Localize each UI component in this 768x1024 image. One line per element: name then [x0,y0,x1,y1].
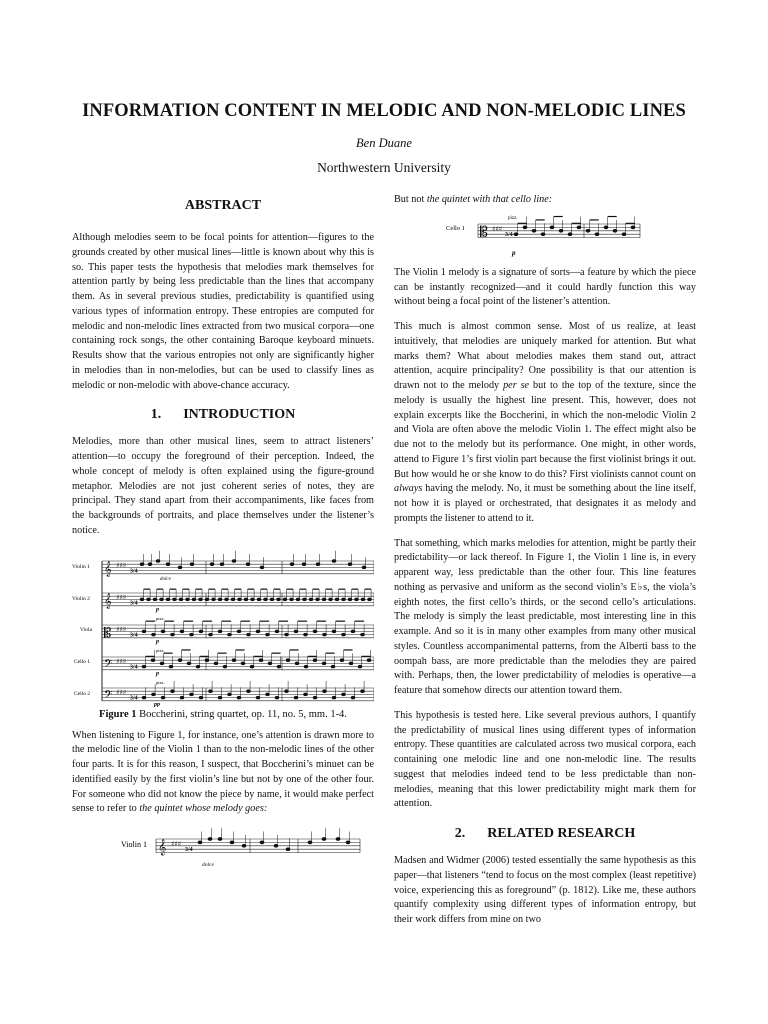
note-head [348,562,352,565]
note-head [268,662,272,665]
right-column [394,193,696,928]
svg-text:♯♯♯: ♯♯♯ [116,624,127,633]
note-head [208,838,212,841]
affiliation: Northwestern University [317,160,451,175]
common-sense-paragraph [394,320,696,527]
note-head [205,598,209,601]
note-head [173,598,177,601]
svg-text:3/4: 3/4 [130,600,138,607]
note-head [285,633,289,636]
note-head [361,689,365,692]
note-head [180,630,184,633]
note-head [304,693,308,696]
svg-text:♯♯♯: ♯♯♯ [116,687,127,696]
note-head [192,598,196,601]
svg-text:3/4: 3/4 [130,664,138,671]
note-head [290,598,294,601]
note-head [160,662,164,665]
note-head [367,658,371,661]
note-head [257,598,261,601]
left-column [72,198,374,869]
note-head [190,562,194,565]
violin-1-excerpt [72,823,374,869]
note-head [256,696,260,699]
cello-excerpt-dynamic: p [512,248,516,257]
figure-1-caption [72,709,374,720]
note-head [247,689,251,692]
note-head [230,841,234,844]
note-head [266,633,270,636]
cello-intro-prefix: But not [394,194,425,205]
note-head [351,630,355,633]
note-head [342,633,346,636]
note-head [220,562,224,565]
svg-text:♯♯♯: ♯♯♯ [116,592,127,601]
dynamic-violin1: dolce [160,576,171,582]
figure-1-score [72,545,374,707]
violin-excerpt-label: Violin 1 [121,840,147,849]
note-head [304,665,308,668]
note-head [302,562,306,565]
abstract-heading: ABSTRACT [184,198,262,213]
note-head [237,696,241,699]
note-head [285,689,289,692]
note-head [161,630,165,633]
note-head [361,633,365,636]
note-head [286,658,290,661]
note-head [346,841,350,844]
note-head [152,693,156,696]
note-head [332,696,336,699]
note-head [559,229,563,232]
note-head [152,633,156,636]
violin-excerpt-dynamic: dolce [202,862,214,868]
note-head [264,598,268,601]
note-head [362,566,366,569]
note-head [218,598,222,601]
note-head [304,633,308,636]
note-head [348,598,352,601]
note-head [153,598,157,601]
note-head [331,665,335,668]
note-head [313,696,317,699]
note-head [577,226,581,229]
note-head [260,841,264,844]
cello-1-excerpt [394,212,696,258]
note-head [151,658,155,661]
svg-text:3/4: 3/4 [130,568,138,575]
cello-excerpt-label: Cello 1 [446,224,465,232]
note-head [342,598,346,601]
note-head [613,229,617,232]
note-head [166,562,170,565]
svg-text:𝄞: 𝄞 [104,561,112,577]
note-head [187,662,191,665]
note-head [595,233,599,236]
note-head [340,658,344,661]
svg-text:3/4: 3/4 [130,695,138,702]
note-head [329,598,333,601]
note-head [180,696,184,699]
note-head [332,630,336,633]
abstract-text: Although melodies seem to be focal points for attention—figures to the grounds created by other musical lines—little is known about why this is so. This paper tests the hypothesis that melodies mark themselves for attention partly by being less predictable than the lines that accompany them. As in several previous studies, predictability is quantified using various types of information entropy. These entropies are computed for melodic and non-melodic lines extracted from two musical corpora—one containing rock songs, the other containing Baroque keyboard minuets. Results show that the various entropies not only are significantly higher in melodies than in non-melodies, but can be used to classify lines as melodic or non-melodic with above-chance accuracy. [72,232,374,391]
note-head [296,598,300,601]
note-head [160,598,164,601]
note-head [225,598,229,601]
note-head [205,658,209,661]
listening-text: When listening to Figure 1, for instance, one’s attention is drawn more to the melodic line of the Violin 1 than to the non-melodic lines of the other four parts. It is for this reason, I suspect, that Boccherini’s minuet can be identified easily by the first violin’s line but not by one of the other four. For someone who did not know the piece by name, it would make perfect sense to refer to [72,729,374,815]
note-head [238,598,242,601]
note-head [323,689,327,692]
intro-section-title: INTRODUCTION [183,407,296,423]
note-head [199,598,203,601]
note-head [286,848,290,851]
svg-text:𝄡: 𝄡 [480,224,488,241]
dynamic-cello1: p [156,670,159,677]
svg-text:𝄞: 𝄞 [158,839,167,856]
svg-text:𝄢: 𝄢 [104,688,113,704]
related-section-number: 2. [454,826,466,841]
note-head [232,559,236,562]
note-head [309,598,313,601]
svg-text:𝄞: 𝄞 [104,593,112,609]
cello-intro [394,193,696,208]
figure-1-caption-text: Boccherini, string quartet, op. 11, no. 5, mm. 1-4. [139,708,347,720]
note-head [169,665,173,668]
note-head [244,598,248,601]
note-head [631,226,635,229]
note-head [214,662,218,665]
note-head [218,838,222,841]
note-head [250,665,254,668]
svg-text:♯♯♯: ♯♯♯ [116,656,127,665]
common-sense-b-italic: always [394,483,423,495]
note-head [283,598,287,601]
note-head [290,562,294,565]
note-head [156,559,160,562]
note-head [336,838,340,841]
note-head [209,633,213,636]
note-head [332,559,336,562]
note-head [277,598,281,601]
note-head [277,665,281,668]
note-head [210,562,214,565]
staff-label-viola: Viola [80,626,92,633]
note-head [161,696,165,699]
note-head [178,566,182,569]
note-head [148,562,152,565]
common-sense-a: This much is almost common sense. Most of us realize, at least intuitively, that melodies are uniquely marked for attention. But what marks them? What about melodies makes them stand out, attract attention, acquire principality? One possibility is that our attention is drawn not to the melody [394,321,696,391]
note-head [231,598,235,601]
staff-label-violin2: Violin 2 [72,595,90,602]
note-head [303,598,307,601]
note-head [232,658,236,661]
note-head [247,633,251,636]
note-head [274,844,278,847]
note-head [361,598,365,601]
svg-text:𝄢: 𝄢 [104,657,113,673]
staff-label-cello1: Cello 1 [74,658,91,665]
note-head [355,598,359,601]
note-head [368,598,372,601]
note-head [266,693,270,696]
note-head [342,693,346,696]
note-head [316,598,320,601]
note-head [198,841,202,844]
note-head [322,838,326,841]
note-head [147,598,151,601]
note-head [218,696,222,699]
listening-paragraph [72,729,374,818]
paper-title: INFORMATION CONTENT IN MELODIC AND NON-MELODIC LINES [82,101,686,121]
cello-intro-italic: the quintet with that cello line: [426,194,553,205]
note-head [237,630,241,633]
note-head [568,233,572,236]
svg-text:♯♯♯: ♯♯♯ [171,839,182,848]
related-section-title: RELATED RESEARCH [487,826,636,841]
cello-excerpt-pizz: pizz. [508,215,518,221]
dynamic-cello2: pp [154,701,160,707]
note-head [166,598,170,601]
intro-paragraph: Melodies, more than other musical lines, seem to attract listeners’ attention—to occupy the foreground of their perception. Indeed, the whole concept of melody is often explained using the figure-ground metaphor. Melodies are not just coherent series of notes, they are principal. They stand apart from their accompaniments, like faces from the backgrounds of portraits, and place themselves under the listener’s notice. [72,436,374,536]
note-head [294,696,298,699]
note-head [313,658,317,661]
svg-text:3/4: 3/4 [185,847,193,854]
note-head [514,233,518,236]
note-head [294,630,298,633]
note-head [196,665,200,668]
note-head [622,233,626,236]
common-sense-b: but to the top of the texture, since the melody is usually the highest line present. This, however, does not explain excerpts like the Boccherini, in which the non-melodic Violin 2 and Viola are often above the melodic Violin 1. The effect might also be due not to the melody but its performance. One might, in other words, attend to Figure 1’s first violin part because the first violinist brings it out. But how would he or she know to do this? First violinists cannot count on [394,380,697,480]
note-head [179,598,183,601]
note-head [541,233,545,236]
note-head [275,630,279,633]
common-sense-a-italic: per se [503,380,530,391]
note-head [228,633,232,636]
pizz-cello2: pizz. [156,679,165,685]
note-head [242,844,246,847]
note-head [523,226,527,229]
note-head [241,662,245,665]
common-sense-c: having the melody. No, it must be something about the line itself, not how it is played or orchestrated, that designates it as melody and prompts the listener to attend to it. [394,483,697,524]
note-head [349,662,353,665]
note-head [270,598,274,601]
signature-paragraph: The Violin 1 melody is a signature of sorts—a feature by which the piece can be instantly recognized—and it could hardly function this way without being a focal point of the listener’s attention. [394,266,696,308]
svg-text:♯♯♯: ♯♯♯ [492,224,503,233]
staff-label-cello2: Cello 2 [74,690,91,697]
note-head [604,226,608,229]
note-head [295,662,299,665]
note-head [256,630,260,633]
note-head [586,229,590,232]
intro-heading [72,407,374,423]
note-head [308,841,312,844]
note-head [209,689,213,692]
author-name: Ben Duane [356,136,412,150]
note-head [335,598,339,601]
note-head [550,226,554,229]
related-heading [394,826,696,842]
note-head [316,562,320,565]
note-head [223,665,227,668]
note-head [199,696,203,699]
note-head [313,630,317,633]
note-head [322,598,326,601]
figure-1-label: Figure 1 [99,708,137,720]
note-head [171,633,175,636]
note-head [246,562,250,565]
svg-text:3/4: 3/4 [505,231,513,238]
listening-text-italic: the quintet whose melody goes: [139,803,268,815]
note-head [259,658,263,661]
related-paragraph: Madsen and Widmer (2006) tested essentially the same hypothesis as this paper—that listeners “tend to focus on the most complex (least repetitive) voice, experiencing this as foreground” (p. 1812). Like me, these authors quantify complexity using different types of information entropy, but their work differs from mine on two [394,855,696,925]
svg-text:♯♯♯: ♯♯♯ [116,560,127,569]
note-head [186,598,190,601]
note-head [218,630,222,633]
note-head [142,696,146,699]
intro-section-number: 1. [150,407,162,423]
note-head [251,598,255,601]
note-head [228,693,232,696]
note-head [140,562,144,565]
note-head [323,633,327,636]
note-head [275,696,279,699]
pizz-viola: pizz. [156,615,165,621]
note-head [199,630,203,633]
svg-text:𝄡: 𝄡 [104,625,112,641]
hypothesis-paragraph: This hypothesis is tested here. Like several previous authors, I quantify the predictability of musical lines using different types of information entropy. These quantities are calculated across two musical corpora, each containing one melodic line and one non-melodic line. The results suggest that melodies indeed tend to be less predictable than non-melodies, meaning that this lower predictability might mark them for attention. [394,709,696,810]
note-head [140,598,144,601]
pizz-cello1: pizz. [156,647,165,653]
predictability-paragraph: That something, which marks melodies for attention, might be partly their predictability—or lack thereof. In Figure 1, the Violin 1 line is, in every apparent way, less predictable than the other four. This line features nothing as pervasive and uniform as the second violin’s E♭s, the viola’s eighth notes, the first cello’s thirds, or the second cello’s articulations. The melody is simply the least predictable, most interesting line in this example. And so it is in many other examples from many other musical styles. Countless accompanimental patterns, from the Alberti bass to the oompah bass, are more predictable than the melodies they are paired with. Perhaps, then, the lower predictability of melodies is operative—a feature that somehow directs our attention toward them. [394,537,696,696]
dynamic-violin2: p [156,606,159,613]
note-head [178,658,182,661]
note-head [322,662,326,665]
note-head [212,598,216,601]
staff-label-violin1: Violin 1 [72,563,90,570]
note-head [358,665,362,668]
note-head [190,633,194,636]
note-head [351,696,355,699]
note-head [142,665,146,668]
dynamic-viola: p [156,638,159,645]
note-head [171,689,175,692]
note-head [532,229,536,232]
svg-text:3/4: 3/4 [130,632,138,639]
note-head [142,630,146,633]
note-head [260,566,264,569]
note-head [190,693,194,696]
